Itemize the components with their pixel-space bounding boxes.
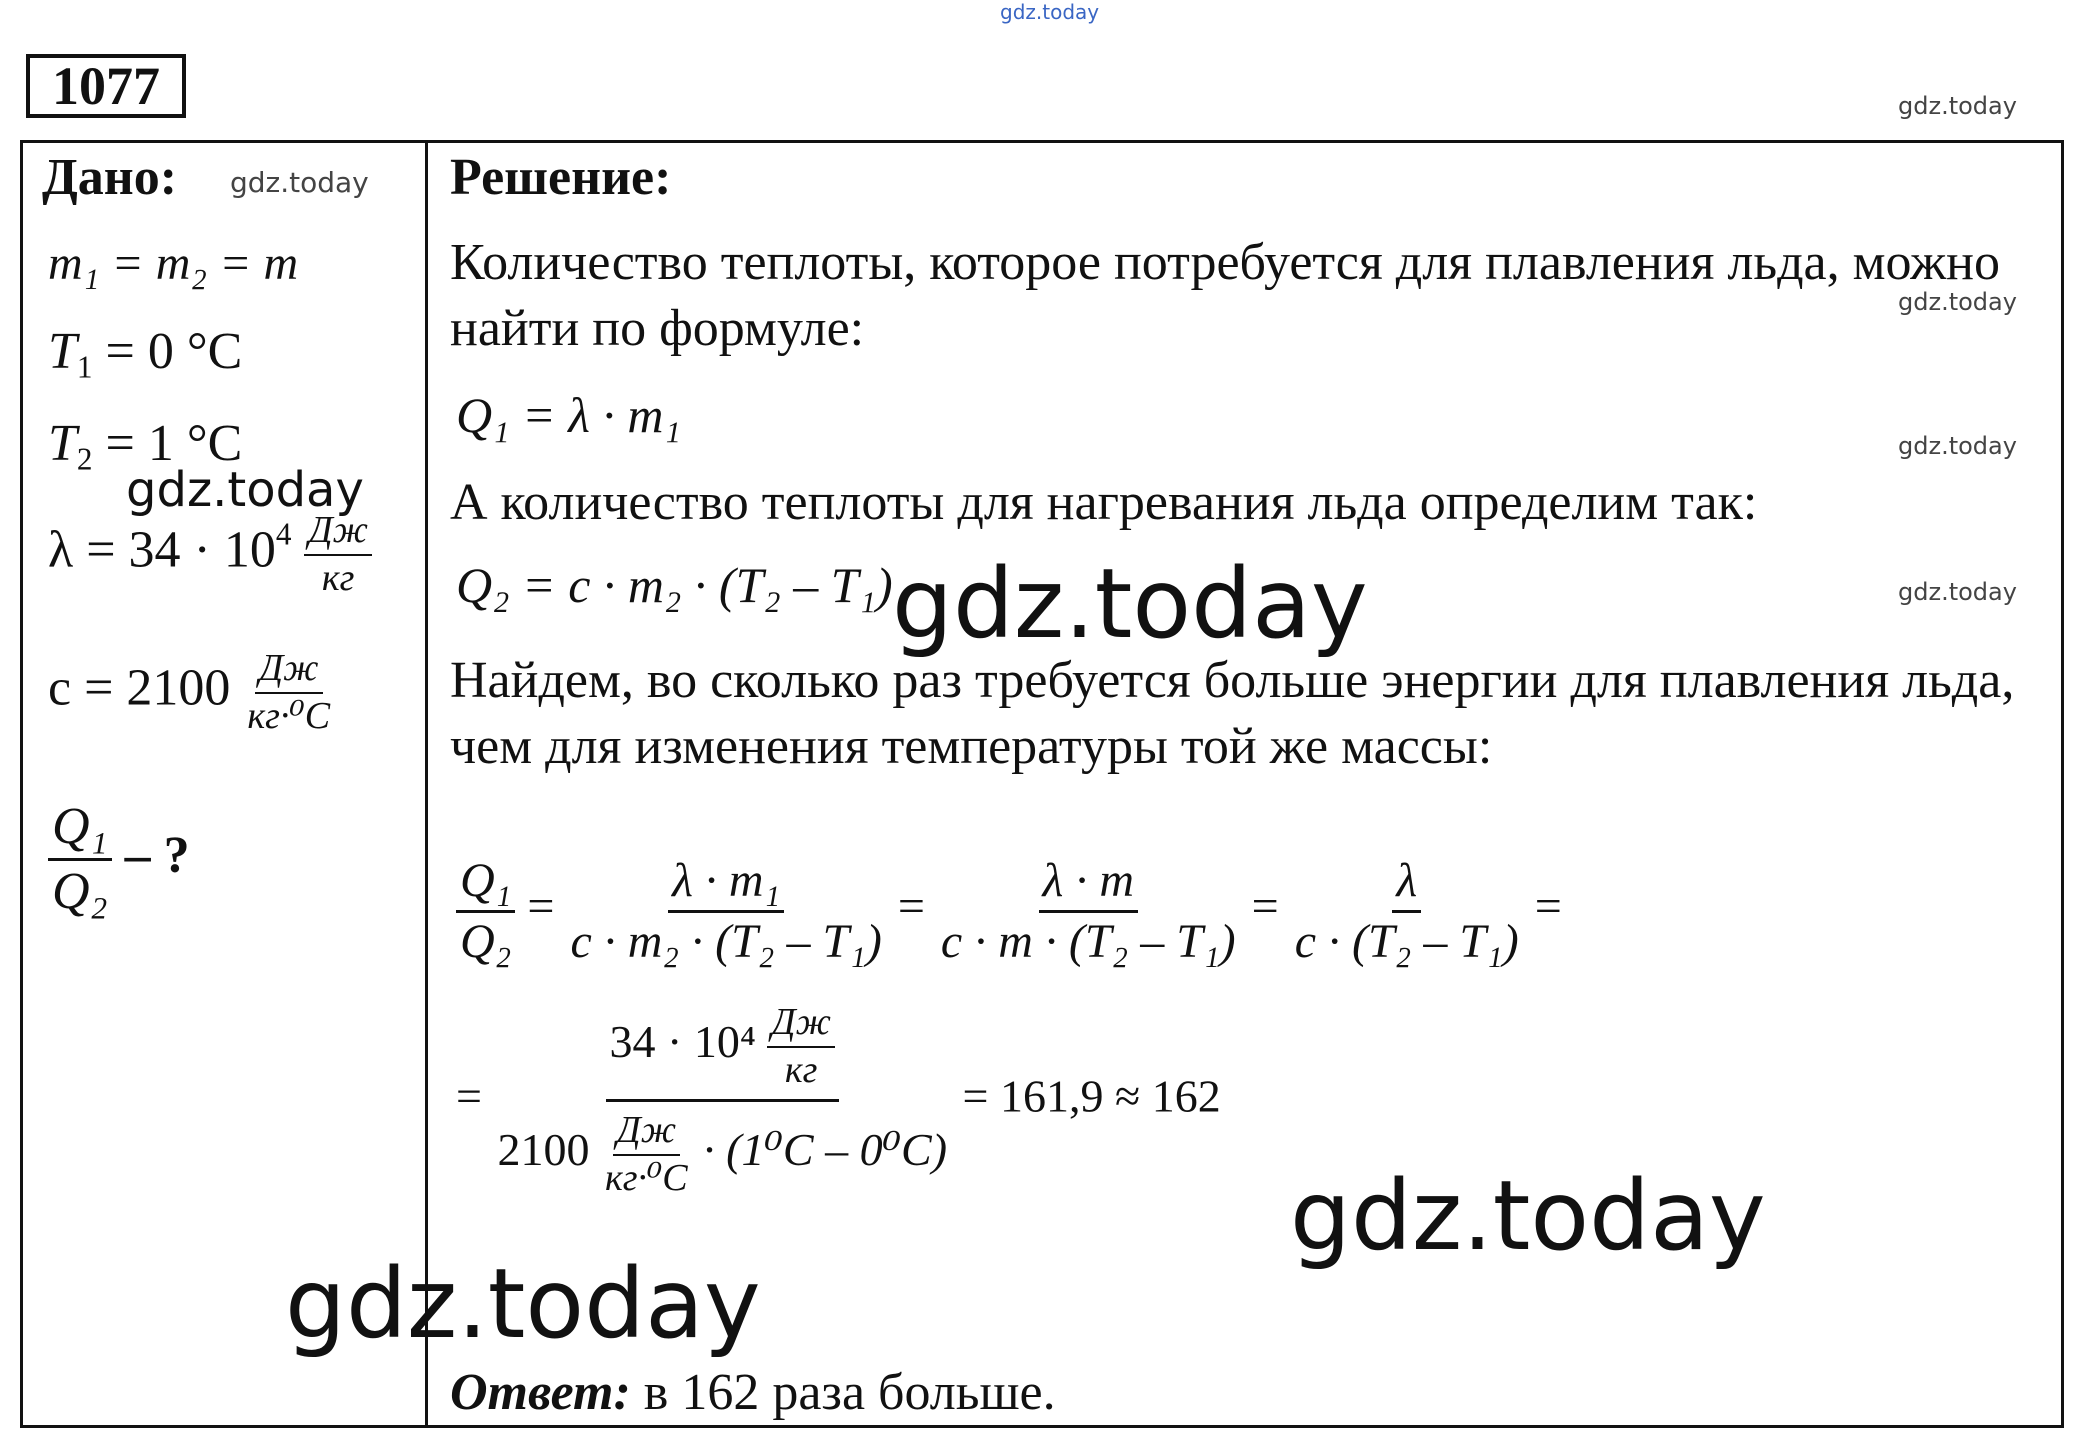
ratio-chain: $\frac{\text{Q₁}}{\text{Q₂}}$ = $\frac{\text{λ · m₁}}{\text{c · m₂ · (T₂ – T₁)}}$ = $\frac{\lambda \cdot m}{\text{c · m · (T₂ – T₁)}}$ = $\frac{\lambda}{\text{c · (T₂ – T₁)}}$ = [456, 852, 1562, 970]
watermark-given-big: gdz.today [126, 462, 364, 518]
watermark-right-4: gdz.today [1898, 578, 2017, 606]
watermark-right-3: gdz.today [1898, 432, 2017, 460]
numeric-calculation: = 34 · 10⁴ $\frac{Дж}{кг}$ 2100 $\frac{Дж}{\text{кг·⁰C}}$ · (1⁰C – 0⁰C) = 161,9 ≈ 162 [456, 1001, 1221, 1199]
watermark-right-2: gdz.today [1898, 288, 2017, 316]
solution-paragraph-3: Найдем, во сколько раз требуется больше энергии для плавления льда, чем для изменения температуры той же массы: [450, 652, 2015, 775]
watermark-big-middle: gdz.today [892, 548, 1368, 660]
problem-number: 1077 [26, 54, 186, 118]
formula-q1: Q₁ = λ · m₁ [456, 387, 681, 443]
given-specific-heat: c = 2100 $\frac{Дж}{\text{кг·⁰C}}$ [48, 647, 331, 737]
given-mass-equality: m₁ = m₂ = m [48, 237, 299, 290]
solution-paragraph-1: Количество теплоты, которое потребуется для плавления льда, можно найти по формуле: [450, 234, 2000, 357]
watermark-top: gdz.today [1000, 0, 1100, 24]
given-t1: $T_1 = 0$ °C [48, 323, 243, 385]
solution-heading: Решение: [450, 149, 672, 206]
formula-q2: Q₂ = c · m₂ · (T₂ – T₁) [456, 557, 893, 613]
given-heading: Дано: [42, 149, 178, 206]
watermark-right-1: gdz.today [1898, 92, 2017, 120]
column-divider [425, 140, 428, 1428]
given-t2: $T_2 = 1$ °C [48, 415, 243, 477]
answer-line: Ответ: в 162 раза больше. [450, 1364, 1056, 1421]
watermark-big-left: gdz.today [285, 1248, 761, 1360]
watermark-big-right: gdz.today [1290, 1160, 1766, 1272]
solution-paragraph-2: А количество теплоты для нагревания льда определим так: [450, 474, 1758, 531]
given-find: $\frac{\text{Q₁}}{\text{Q₂}}$ – ? [48, 796, 190, 924]
given-lambda: $\lambda = 34 \cdot 10^4$ $\frac{Дж}{кг}$ [48, 508, 372, 601]
watermark-given-small: gdz.today [230, 166, 369, 199]
